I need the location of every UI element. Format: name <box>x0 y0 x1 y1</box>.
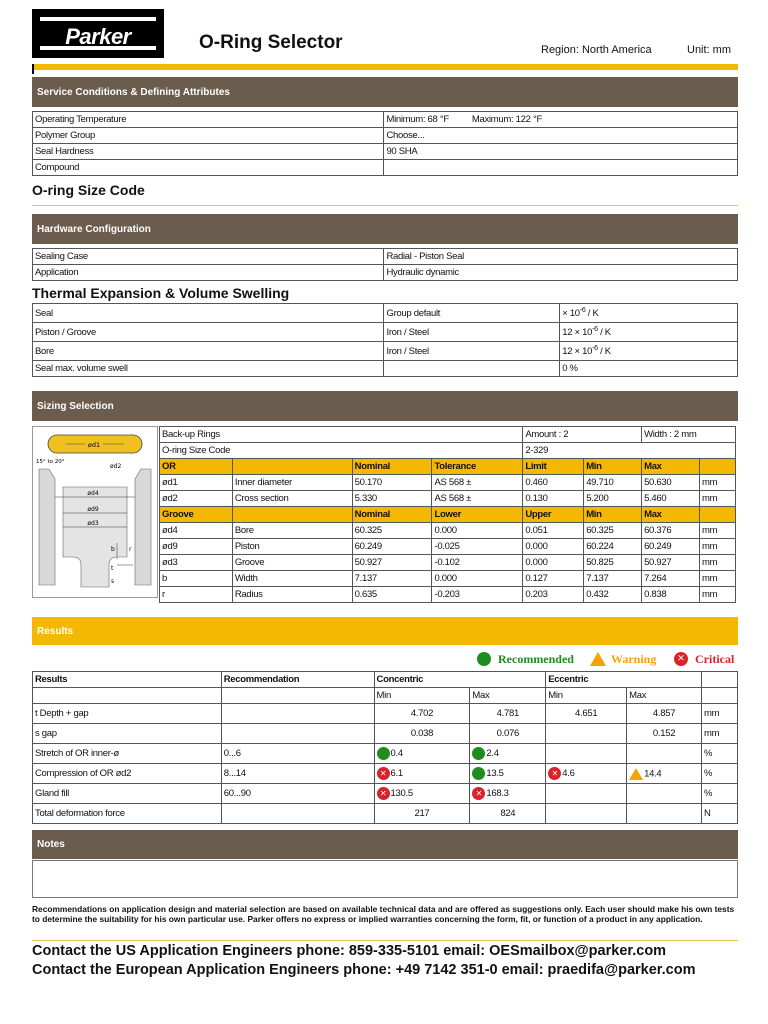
recommended-icon <box>472 747 485 760</box>
results-subheader-row: Min Max Min Max <box>33 688 738 704</box>
polymer-group-select[interactable]: Choose... <box>384 128 738 144</box>
compound-select[interactable] <box>384 160 738 176</box>
seal-hardness-label: Seal Hardness <box>33 144 384 160</box>
table-row: ød2 Cross section 5.330 AS 568 ± 0.130 5.200 5.460 mm <box>160 491 736 507</box>
diagram-label-d4: ød4 <box>87 490 99 497</box>
warning-icon <box>629 768 643 780</box>
backup-amount-field[interactable]: Amount : 2 <box>523 427 642 443</box>
table-row <box>33 112 738 128</box>
sealing-case-label: Sealing Case <box>33 249 384 265</box>
critical-icon: ✕ <box>472 787 485 800</box>
table-row <box>160 427 736 443</box>
or-header-row <box>160 459 736 475</box>
table-row <box>33 265 738 281</box>
critical-icon: ✕ <box>548 767 561 780</box>
results-band: Results <box>32 617 738 645</box>
size-code-title: O-ring Size Code <box>32 182 145 198</box>
volume-swell-label: Seal max. volume swell <box>33 361 384 377</box>
table-header <box>699 459 735 475</box>
seal-coefficient: × $10^{-6}$ / K <box>560 304 738 323</box>
table-row <box>33 128 738 144</box>
operating-temperature-label: Operating Temperature <box>33 112 384 128</box>
table-row: t Depth + gap 4.702 4.781 4.651 4.857 mm <box>33 704 738 724</box>
table-row: s gap 0.038 0.076 0.152 mm <box>33 724 738 744</box>
table-header: Max <box>642 459 700 475</box>
recommended-icon <box>477 652 491 666</box>
diagram-label-r: r <box>129 546 132 553</box>
polymer-group-label: Polymer Group <box>33 128 384 144</box>
gland-diagram <box>32 426 158 598</box>
header-rule <box>32 64 738 70</box>
critical-icon: ✕ <box>377 787 390 800</box>
recommended-icon <box>377 747 390 760</box>
recommended-icon <box>472 767 485 780</box>
sizing-table <box>159 426 736 603</box>
temperature-min-field[interactable]: Minimum: 68 °F <box>384 112 470 128</box>
table-header <box>232 507 352 523</box>
thermal-expansion-title: Thermal Expansion & Volume Swelling <box>32 285 290 301</box>
table-header <box>699 507 735 523</box>
bore-material-select[interactable]: Iron / Steel <box>384 342 560 361</box>
unit-label: Unit: mm <box>687 44 731 56</box>
table-header: Lower <box>432 507 523 523</box>
legend-warning: Warning <box>590 649 656 669</box>
diagram-label-s: s <box>111 578 115 585</box>
piston-groove-coefficient: $12 \times 10^{-6} / K$ <box>560 323 738 342</box>
compound-label: Compound <box>33 160 384 176</box>
table-row: Stretch of OR inner-ø 0...6 0.4 2.4 % <box>33 744 738 764</box>
size-code-label: O-ring Size Code <box>160 443 523 459</box>
table-header: Min <box>584 507 642 523</box>
sizing-selection-band: Sizing Selection <box>32 391 738 421</box>
backup-rings-label: Back-up Rings <box>160 427 523 443</box>
temperature-max-field[interactable]: Maximum: 122 °F <box>470 112 738 128</box>
diagram-label-b: b <box>111 546 115 553</box>
region-label: Region: North America <box>541 44 652 56</box>
contact-europe: Contact the European Application Engineers phone: +49 7142 351-0 email: praedifa@parker.com <box>32 962 696 978</box>
diagram-label-angle: 15° to 20° <box>36 459 65 465</box>
diagram-label-t: t <box>111 565 114 572</box>
legend-recommended: Recommended <box>477 649 574 669</box>
warning-icon <box>590 652 606 666</box>
table-row: ød3 Groove 50.927 -0.102 0.000 50.825 50.927 mm <box>160 555 736 571</box>
table-row <box>33 144 738 160</box>
parker-logo: Parker <box>32 9 164 58</box>
table-row <box>33 304 738 323</box>
seal-material-select[interactable]: Group default <box>384 304 560 323</box>
table-header: Recommendation <box>221 672 374 688</box>
o-ring-groove-drawing <box>33 427 157 597</box>
critical-icon: ✕ <box>377 767 390 780</box>
bore-label: Bore <box>33 342 384 361</box>
table-header: Max <box>642 507 700 523</box>
sealing-case-select[interactable]: Radial - Piston Seal <box>384 249 738 265</box>
thermal-table <box>32 303 738 377</box>
table-header <box>232 459 352 475</box>
service-conditions-band: Service Conditions & Defining Attributes <box>32 77 738 107</box>
table-header: OR <box>160 459 233 475</box>
groove-header-row <box>160 507 736 523</box>
diagram-label-d3: ød3 <box>87 520 99 527</box>
table-row: ød4 Bore 60.325 0.000 0.051 60.325 60.376 mm <box>160 523 736 539</box>
table-header: Results <box>33 672 222 688</box>
size-code-select[interactable]: 2-329 <box>523 443 736 459</box>
contact-us: Contact the US Application Engineers phone: 859-335-5101 email: OESmailbox@parker.com <box>32 943 667 959</box>
table-row <box>33 249 738 265</box>
notes-band: Notes <box>32 830 738 859</box>
table-header: Upper <box>523 507 584 523</box>
page-header <box>0 0 768 70</box>
table-row: ød1 Inner diameter 50.170 AS 568 ± 0.460 49.710 50.630 mm <box>160 475 736 491</box>
application-select[interactable]: Hydraulic dynamic <box>384 265 738 281</box>
table-header: Groove <box>160 507 233 523</box>
notes-textarea[interactable] <box>32 860 738 898</box>
bore-coefficient: $12 \times 10^{-6} / K$ <box>560 342 738 361</box>
page-title: O-Ring Selector <box>199 32 343 53</box>
table-row: Compression of OR ød2 8...14 ✕ 6.1 13.5 ✕ 4.6 14.4 % <box>33 764 738 784</box>
table-row: ød9 Piston 60.249 -0.025 0.000 60.224 60.249 mm <box>160 539 736 555</box>
table-row: b Width 7.137 0.000 0.127 7.137 7.264 mm <box>160 571 736 587</box>
disclaimer-text: Recommendations on application design and material selection are based on available technical data and are offered as suggestions only. Each user should make his own tests to determine the suitability for his own particular use. Parker offers no express or implied warranties concerning the form, fit, or function of a product in any application. <box>32 904 735 924</box>
table-header: Concentric <box>374 672 546 688</box>
critical-icon: ✕ <box>674 652 688 666</box>
backup-width-field[interactable]: Width : 2 mm <box>642 427 736 443</box>
seal-hardness-select[interactable]: 90 SHA <box>384 144 738 160</box>
hardware-configuration-band: Hardware Configuration <box>32 214 738 244</box>
table-header: Nominal <box>352 459 432 475</box>
table-row <box>33 323 738 342</box>
table-row: Gland fill 60...90 ✕ 130.5 ✕ 168.3 % <box>33 784 738 804</box>
piston-groove-material-select[interactable]: Iron / Steel <box>384 323 560 342</box>
service-conditions-table <box>32 111 738 176</box>
table-header: Limit <box>523 459 584 475</box>
results-header-row <box>33 672 738 688</box>
table-row <box>33 160 738 176</box>
table-row <box>33 361 738 377</box>
table-header: Tolerance <box>432 459 523 475</box>
table-header <box>702 672 738 688</box>
table-row <box>160 443 736 459</box>
diagram-label-d1: ød1 <box>87 441 101 449</box>
table-row <box>33 342 738 361</box>
table-row: r Radius 0.635 -0.203 0.203 0.432 0.838 mm <box>160 587 736 603</box>
application-label: Application <box>33 265 384 281</box>
table-header: Nominal <box>352 507 432 523</box>
piston-groove-label: Piston / Groove <box>33 323 384 342</box>
diagram-label-d9: ød9 <box>87 506 99 513</box>
seal-label: Seal <box>33 304 384 323</box>
volume-swell-material <box>384 361 560 377</box>
diagram-label-d2: ød2 <box>110 463 122 470</box>
legend-critical: ✕ Critical <box>674 649 734 669</box>
table-header: Min <box>584 459 642 475</box>
volume-swell-input[interactable]: 0 % <box>560 361 738 377</box>
results-table <box>32 671 738 824</box>
table-row: Total deformation force 217 824 N <box>33 804 738 824</box>
table-header: Eccentric <box>546 672 702 688</box>
hardware-table <box>32 248 738 281</box>
